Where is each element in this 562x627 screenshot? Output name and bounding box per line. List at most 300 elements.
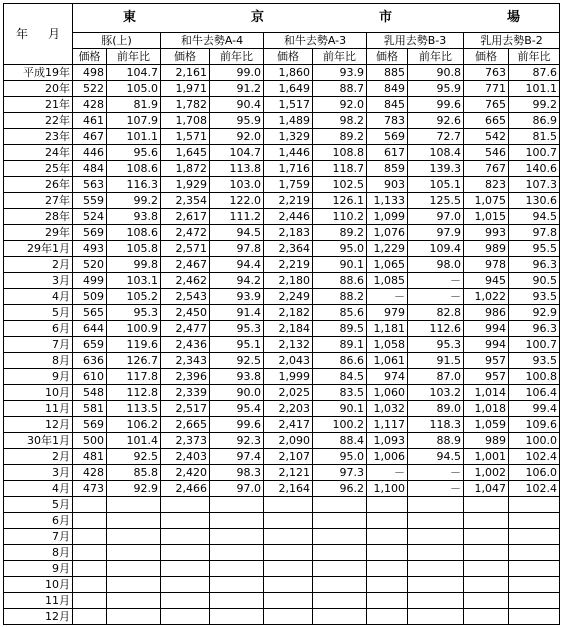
price-cell	[264, 545, 313, 561]
row-label: 26年	[4, 177, 73, 193]
yoy-cell: 85.8	[107, 465, 161, 481]
price-cell: 1,329	[264, 129, 313, 145]
yoy-cell: 92.3	[210, 433, 264, 449]
price-cell	[161, 609, 210, 625]
price-cell: 2,132	[264, 337, 313, 353]
yoy-cell: 104.7	[210, 145, 264, 161]
price-cell: －	[367, 289, 408, 305]
yoy-cell: 97.8	[509, 225, 560, 241]
yoy-cell: 94.5	[509, 209, 560, 225]
yoy-cell: 96.3	[509, 257, 560, 273]
row-label: 2月	[4, 449, 73, 465]
price-cell: 1,093	[367, 433, 408, 449]
yoy-cell	[313, 609, 367, 625]
yoy-cell: 100.8	[509, 369, 560, 385]
category-header: 豚(上)	[73, 33, 161, 49]
year-header-label: 年	[16, 27, 29, 41]
yoy-cell	[107, 561, 161, 577]
row-label: 22年	[4, 113, 73, 129]
yoy-cell: 96.2	[313, 481, 367, 497]
price-cell: 428	[73, 97, 107, 113]
yoy-cell: 92.0	[313, 97, 367, 113]
yoy-cell: 95.0	[313, 449, 367, 465]
year-month-header	[4, 4, 73, 65]
yoy-cell: 89.1	[313, 337, 367, 353]
row-label: 7月	[4, 529, 73, 545]
price-cell: 859	[367, 161, 408, 177]
price-cell	[161, 593, 210, 609]
yoy-cell	[107, 513, 161, 529]
yoy-cell	[210, 497, 264, 513]
price-cell: 2,403	[161, 449, 210, 465]
yoy-cell: 91.5	[408, 353, 464, 369]
yoy-cell: 130.6	[509, 193, 560, 209]
yoy-cell: 118.3	[408, 417, 464, 433]
price-header: 価格	[73, 49, 107, 65]
price-cell: 903	[367, 177, 408, 193]
market-char: 市	[378, 10, 393, 25]
yoy-cell: 103.1	[107, 273, 161, 289]
price-cell	[161, 497, 210, 513]
price-cell: 2,180	[264, 273, 313, 289]
yoy-cell	[408, 561, 464, 577]
row-label: 29年1月	[4, 241, 73, 257]
price-cell: 2,043	[264, 353, 313, 369]
price-cell	[264, 577, 313, 593]
yoy-cell	[313, 545, 367, 561]
price-cell: 1,076	[367, 225, 408, 241]
yoy-cell: 87.0	[408, 369, 464, 385]
price-cell	[264, 529, 313, 545]
price-cell: 957	[464, 369, 509, 385]
yoy-cell: 99.8	[107, 257, 161, 273]
price-cell: 2,517	[161, 401, 210, 417]
price-cell	[161, 561, 210, 577]
yoy-cell: 95.3	[107, 305, 161, 321]
price-cell: 2,373	[161, 433, 210, 449]
yoy-cell: 102.4	[509, 449, 560, 465]
table-row	[4, 529, 560, 545]
price-cell: 473	[73, 481, 107, 497]
price-cell	[367, 545, 408, 561]
price-cell: 569	[73, 225, 107, 241]
market-char: 京	[250, 10, 265, 25]
yoy-cell: －	[408, 273, 464, 289]
price-cell: 617	[367, 145, 408, 161]
price-cell: 548	[73, 385, 107, 401]
price-cell: 1,002	[464, 465, 509, 481]
yoy-cell: 108.6	[107, 225, 161, 241]
price-cell: 2,571	[161, 241, 210, 257]
yoy-cell: 93.9	[313, 65, 367, 81]
price-cell	[367, 497, 408, 513]
price-cell: 481	[73, 449, 107, 465]
price-cell	[367, 561, 408, 577]
yoy-cell: 88.7	[313, 81, 367, 97]
yoy-cell: 99.2	[509, 97, 560, 113]
yoy-cell: 140.6	[509, 161, 560, 177]
price-cell: 1,014	[464, 385, 509, 401]
price-cell: 1,133	[367, 193, 408, 209]
yoy-cell: 110.2	[313, 209, 367, 225]
yoy-cell: 90.4	[210, 97, 264, 113]
price-cell: 563	[73, 177, 107, 193]
price-table	[3, 3, 560, 625]
table-row	[4, 145, 560, 161]
row-label: 12月	[4, 609, 73, 625]
row-label: 20年	[4, 81, 73, 97]
yoy-cell: 95.4	[210, 401, 264, 417]
yoy-cell: 100.9	[107, 321, 161, 337]
yoy-cell: 89.2	[313, 225, 367, 241]
price-cell: 1,716	[264, 161, 313, 177]
price-cell	[73, 529, 107, 545]
price-cell: 885	[367, 65, 408, 81]
price-cell	[73, 593, 107, 609]
price-cell	[161, 513, 210, 529]
price-cell: 1,517	[264, 97, 313, 113]
row-label: 23年	[4, 129, 73, 145]
yoy-cell	[509, 513, 560, 529]
table-row	[4, 433, 560, 449]
yoy-cell: 117.8	[107, 369, 161, 385]
yoy-cell: 108.6	[107, 161, 161, 177]
price-cell: 771	[464, 81, 509, 97]
yoy-cell	[107, 609, 161, 625]
price-cell	[264, 561, 313, 577]
yoy-cell	[509, 577, 560, 593]
yoy-cell: 88.2	[313, 289, 367, 305]
row-label: 5月	[4, 305, 73, 321]
yoy-cell: 122.0	[210, 193, 264, 209]
table-row	[4, 465, 560, 481]
yoy-cell	[210, 577, 264, 593]
yoy-cell: 99.2	[107, 193, 161, 209]
row-label: 2月	[4, 257, 73, 273]
table-row	[4, 497, 560, 513]
category-header: 乳用去勢B-2	[464, 33, 560, 49]
price-cell: 2,396	[161, 369, 210, 385]
table-row	[4, 513, 560, 529]
yoy-cell: 103.2	[408, 385, 464, 401]
price-cell	[367, 577, 408, 593]
price-cell: 1,015	[464, 209, 509, 225]
yoy-cell: 99.6	[210, 417, 264, 433]
yoy-cell	[408, 577, 464, 593]
price-cell: 493	[73, 241, 107, 257]
market-char: 東	[123, 10, 138, 25]
price-cell	[264, 609, 313, 625]
table-row	[4, 257, 560, 273]
yoy-cell: 97.0	[210, 481, 264, 497]
price-cell: 1,047	[464, 481, 509, 497]
table-row	[4, 369, 560, 385]
price-cell: 765	[464, 97, 509, 113]
row-label: 平成19年	[4, 65, 73, 81]
price-header: 価格	[264, 49, 313, 65]
price-cell	[464, 545, 509, 561]
yoy-cell	[210, 561, 264, 577]
table-row	[4, 225, 560, 241]
price-cell: 1,571	[161, 129, 210, 145]
yoy-cell: 97.3	[313, 465, 367, 481]
yoy-cell: 90.1	[313, 257, 367, 273]
yoy-cell: －	[408, 465, 464, 481]
price-cell: 1,006	[367, 449, 408, 465]
yoy-cell: 94.5	[210, 225, 264, 241]
yoy-cell	[313, 593, 367, 609]
price-cell: 978	[464, 257, 509, 273]
yoy-cell: 92.9	[509, 305, 560, 321]
price-cell: 659	[73, 337, 107, 353]
price-cell: 2,184	[264, 321, 313, 337]
row-label: 9月	[4, 561, 73, 577]
category-header: 乳用去勢B-3	[367, 33, 464, 49]
price-cell: 1,075	[464, 193, 509, 209]
price-cell: 2,343	[161, 353, 210, 369]
row-label: 29年	[4, 225, 73, 241]
price-cell: 1,100	[367, 481, 408, 497]
price-cell: 1,001	[464, 449, 509, 465]
price-cell: 1,759	[264, 177, 313, 193]
price-cell: 989	[464, 433, 509, 449]
table-row	[4, 177, 560, 193]
yoy-cell: 92.9	[107, 481, 161, 497]
yoy-cell	[313, 577, 367, 593]
price-cell: 1,860	[264, 65, 313, 81]
yoy-cell: 95.1	[210, 337, 264, 353]
price-cell: 1,446	[264, 145, 313, 161]
price-cell: 467	[73, 129, 107, 145]
yoy-cell: 111.2	[210, 209, 264, 225]
price-cell: 565	[73, 305, 107, 321]
price-cell: 2,364	[264, 241, 313, 257]
yoy-cell: 100.7	[509, 337, 560, 353]
price-cell: 2,219	[264, 257, 313, 273]
yoy-cell: 99.6	[408, 97, 464, 113]
yoy-cell: 85.6	[313, 305, 367, 321]
yoy-cell	[210, 593, 264, 609]
yoy-cell: 90.1	[313, 401, 367, 417]
price-cell: 986	[464, 305, 509, 321]
table-row	[4, 609, 560, 625]
yoy-cell: 89.0	[408, 401, 464, 417]
table-row	[4, 321, 560, 337]
row-label: 21年	[4, 97, 73, 113]
table-row	[4, 385, 560, 401]
yoy-cell: 126.7	[107, 353, 161, 369]
price-cell: 2,543	[161, 289, 210, 305]
price-cell: 2,462	[161, 273, 210, 289]
price-cell: 1,117	[367, 417, 408, 433]
price-cell: 522	[73, 81, 107, 97]
price-cell	[73, 609, 107, 625]
yoy-cell: 102.4	[509, 481, 560, 497]
yoy-cell: 99.0	[210, 65, 264, 81]
yoy-cell: 90.5	[509, 273, 560, 289]
yoy-cell	[509, 497, 560, 513]
price-cell: 989	[464, 241, 509, 257]
price-cell: 2,164	[264, 481, 313, 497]
yoy-cell	[210, 545, 264, 561]
yoy-cell: 95.6	[107, 145, 161, 161]
table-row	[4, 289, 560, 305]
header-row-categories	[4, 33, 560, 49]
yoy-cell: 89.5	[313, 321, 367, 337]
yoy-cell: 91.2	[210, 81, 264, 97]
yoy-cell: 106.0	[509, 465, 560, 481]
yoy-cell: 116.3	[107, 177, 161, 193]
price-cell	[464, 513, 509, 529]
price-cell: 1,085	[367, 273, 408, 289]
price-cell	[464, 609, 509, 625]
table-row	[4, 577, 560, 593]
table-row	[4, 545, 560, 561]
yoy-cell	[509, 561, 560, 577]
yoy-cell: －	[408, 289, 464, 305]
price-cell: 569	[367, 129, 408, 145]
price-cell: 484	[73, 161, 107, 177]
market-char: 場	[506, 10, 521, 25]
category-header: 和牛去勢A-4	[161, 33, 264, 49]
price-cell	[73, 513, 107, 529]
yoy-cell: 119.6	[107, 337, 161, 353]
price-cell: 2,339	[161, 385, 210, 401]
price-cell: 2,182	[264, 305, 313, 321]
yoy-cell	[107, 529, 161, 545]
yoy-cell: 101.4	[107, 433, 161, 449]
price-cell: 1,099	[367, 209, 408, 225]
yoy-cell: 107.9	[107, 113, 161, 129]
row-label: 24年	[4, 145, 73, 161]
yoy-cell: 98.2	[313, 113, 367, 129]
yoy-cell: 88.6	[313, 273, 367, 289]
yoy-cell	[210, 529, 264, 545]
yoy-cell: 93.9	[210, 289, 264, 305]
yoy-cell	[313, 513, 367, 529]
row-label: 6月	[4, 513, 73, 529]
yoy-cell: 81.9	[107, 97, 161, 113]
row-label: 4月	[4, 289, 73, 305]
price-cell	[464, 561, 509, 577]
price-cell: 767	[464, 161, 509, 177]
price-cell: 2,203	[264, 401, 313, 417]
price-cell	[367, 513, 408, 529]
price-cell	[464, 593, 509, 609]
yoy-cell: 96.3	[509, 321, 560, 337]
price-cell: 845	[367, 97, 408, 113]
table-row	[4, 353, 560, 369]
table-row	[4, 193, 560, 209]
price-cell: 1,999	[264, 369, 313, 385]
yoy-cell: 104.7	[107, 65, 161, 81]
row-label: 9月	[4, 369, 73, 385]
yoy-cell: 94.4	[210, 257, 264, 273]
market-header	[73, 4, 560, 33]
table-row	[4, 401, 560, 417]
yoy-cell: 118.7	[313, 161, 367, 177]
row-label: 30年1月	[4, 433, 73, 449]
row-label: 25年	[4, 161, 73, 177]
yoy-cell: 91.4	[210, 305, 264, 321]
price-cell	[464, 529, 509, 545]
price-cell: 1,018	[464, 401, 509, 417]
price-cell: 499	[73, 273, 107, 289]
yoy-cell	[408, 545, 464, 561]
yoy-cell: 109.6	[509, 417, 560, 433]
price-cell: 2,617	[161, 209, 210, 225]
yoy-cell: 105.8	[107, 241, 161, 257]
yoy-cell	[107, 545, 161, 561]
yoy-cell: 108.4	[408, 145, 464, 161]
yoy-cell: 105.0	[107, 81, 161, 97]
price-cell: 945	[464, 273, 509, 289]
price-cell: 581	[73, 401, 107, 417]
yoy-cell: 88.9	[408, 433, 464, 449]
price-cell: 2,450	[161, 305, 210, 321]
category-header: 和牛去勢A-3	[264, 33, 367, 49]
yoy-cell: 139.3	[408, 161, 464, 177]
price-cell: 783	[367, 113, 408, 129]
table-row	[4, 593, 560, 609]
price-cell: 509	[73, 289, 107, 305]
row-label: 7月	[4, 337, 73, 353]
price-cell: 2,665	[161, 417, 210, 433]
price-cell: 1,032	[367, 401, 408, 417]
row-label: 10月	[4, 385, 73, 401]
yoy-cell: 125.5	[408, 193, 464, 209]
yoy-cell: 86.9	[509, 113, 560, 129]
table-row	[4, 65, 560, 81]
yoy-cell: 112.6	[408, 321, 464, 337]
price-cell: 461	[73, 113, 107, 129]
yoy-cell: 92.5	[107, 449, 161, 465]
yoy-cell: 92.6	[408, 113, 464, 129]
yoy-cell: 94.5	[408, 449, 464, 465]
yoy-cell	[408, 529, 464, 545]
price-cell: 636	[73, 353, 107, 369]
table-row	[4, 209, 560, 225]
price-cell	[264, 593, 313, 609]
price-cell: 2,446	[264, 209, 313, 225]
yoy-cell	[509, 593, 560, 609]
price-cell	[161, 545, 210, 561]
table-row	[4, 129, 560, 145]
price-cell: 446	[73, 145, 107, 161]
price-cell	[161, 529, 210, 545]
price-cell: 1,061	[367, 353, 408, 369]
yoy-cell: 113.5	[107, 401, 161, 417]
yoy-cell	[210, 513, 264, 529]
price-cell	[73, 545, 107, 561]
price-cell: 2,354	[161, 193, 210, 209]
price-cell: 2,417	[264, 417, 313, 433]
price-cell: 665	[464, 113, 509, 129]
yoy-cell: 87.6	[509, 65, 560, 81]
price-cell: 1,489	[264, 113, 313, 129]
row-label: 8月	[4, 545, 73, 561]
price-cell: 1,645	[161, 145, 210, 161]
price-cell: 1,229	[367, 241, 408, 257]
price-cell: 644	[73, 321, 107, 337]
price-cell: 610	[73, 369, 107, 385]
row-label: 27年	[4, 193, 73, 209]
yoy-cell: 106.4	[509, 385, 560, 401]
price-cell	[264, 497, 313, 513]
price-header: 価格	[161, 49, 210, 65]
price-cell: 1,181	[367, 321, 408, 337]
yoy-cell: 82.8	[408, 305, 464, 321]
